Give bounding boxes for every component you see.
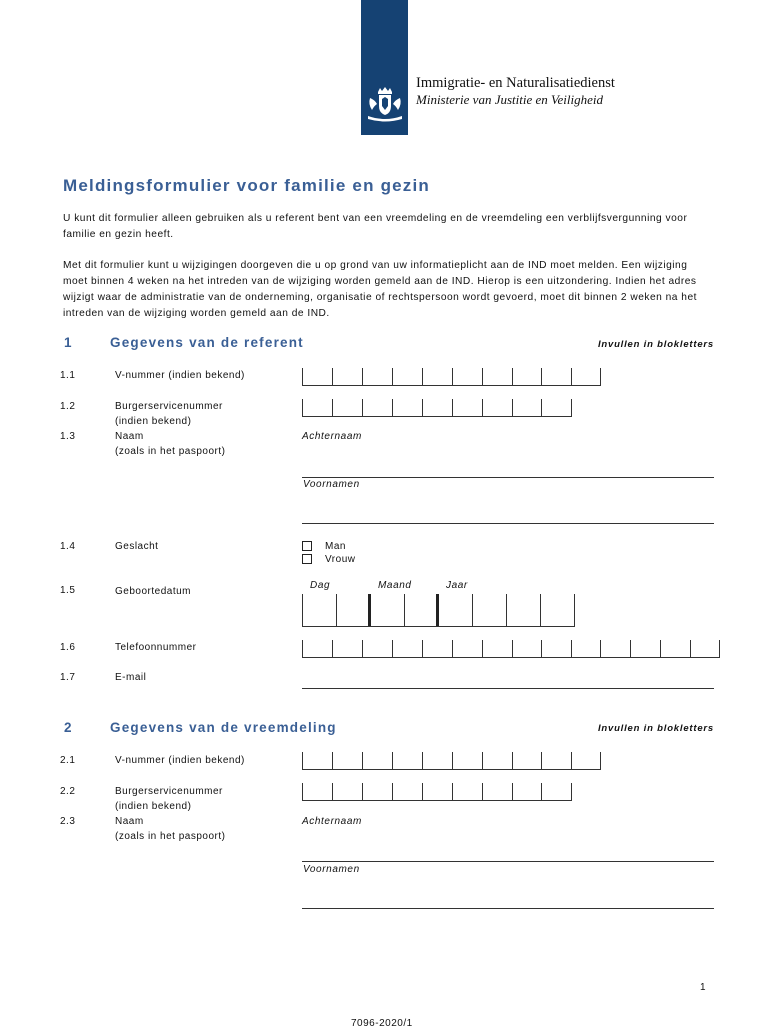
field-label: V-nummer (indien bekend) [115, 755, 245, 766]
vrouw-checkbox[interactable] [302, 554, 312, 564]
form-title: Meldingsformulier voor familie en gezin [63, 176, 431, 195]
vrouw-label: Vrouw [325, 554, 356, 565]
achternaam-input[interactable] [302, 477, 714, 478]
ministry-name: Ministerie van Justitie en Veiligheid [416, 92, 604, 107]
maand-label: Maand [378, 580, 412, 591]
field-label: E-mail [115, 672, 147, 683]
field-label: Burgerservicenummer (indien bekend) [115, 786, 223, 812]
coat-of-arms-icon [362, 86, 408, 124]
field-label: Telefoonnummer [115, 642, 197, 653]
intro-paragraph-1: U kunt dit formulier alleen gebruiken als u referent bent van een vreemdeling en de vreemdeling een verblijfsvergunning voor familie en gezin heeft. [63, 213, 688, 240]
voornamen-label: Voornamen [303, 479, 360, 490]
field-number: 1.5 [60, 585, 76, 596]
phone-input[interactable] [302, 640, 720, 658]
field-label: Burgerservicenummer (indien bekend) [115, 401, 223, 427]
v-number-input[interactable] [302, 368, 601, 386]
intro-paragraph-2: Met dit formulier kunt u wijzigingen doorgeven die u op grond van uw informatieplicht aan de IND moet melden. Een wijziging moet binnen 4 weken na het intreden van de wijziging worden gemeld aan de IND. Hierop is een uitzondering. Indien het adres wijzigt waar de administratie van de onderneming, organisatie of rechtspersoon wordt gevoerd, moet dit binnen 2 weken na het intreden van de wijziging worden gemeld aan de IND. [63, 260, 697, 319]
org-name: Immigratie- en Naturalisatiedienst [416, 75, 615, 91]
field-number: 1.4 [60, 541, 76, 552]
man-label: Man [325, 541, 346, 552]
field-number: 2.2 [60, 786, 76, 797]
jaar-label: Jaar [446, 580, 468, 591]
achternaam-input[interactable] [302, 861, 714, 862]
field-number: 1.2 [60, 401, 76, 412]
voornamen-label: Voornamen [303, 864, 360, 875]
section-2-title: Gegevens van de vreemdeling [110, 720, 337, 735]
field-number: 2.3 [60, 816, 76, 827]
field-label: Naam (zoals in het paspoort) [115, 816, 226, 842]
voornamen-input[interactable] [302, 908, 714, 909]
field-label: V-nummer (indien bekend) [115, 370, 245, 381]
section-1-number: 1 [64, 335, 72, 350]
field-number: 2.1 [60, 755, 76, 766]
voornamen-input[interactable] [302, 523, 714, 524]
field-number: 1.1 [60, 370, 76, 381]
field-label: Geslacht [115, 541, 159, 552]
field-number: 1.7 [60, 672, 76, 683]
achternaam-label: Achternaam [302, 816, 362, 827]
section-2-hint: Invullen in blokletters [597, 723, 714, 734]
form-code: 7096-2020/1 [351, 1018, 413, 1029]
bsn-input[interactable] [302, 783, 572, 801]
section-1-hint: Invullen in blokletters [597, 339, 714, 350]
email-input[interactable] [302, 688, 714, 689]
field-number: 1.3 [60, 431, 76, 442]
bsn-input[interactable] [302, 399, 572, 417]
birthdate-input[interactable] [302, 594, 575, 627]
page-number: 1 [700, 982, 706, 993]
field-number: 1.6 [60, 642, 76, 653]
field-label: Geboortedatum [115, 586, 191, 597]
man-checkbox[interactable] [302, 541, 312, 551]
section-2-number: 2 [64, 720, 72, 735]
field-label: Naam (zoals in het paspoort) [115, 431, 226, 457]
dag-label: Dag [310, 580, 331, 591]
section-1-title: Gegevens van de referent [110, 335, 304, 350]
v-number-input[interactable] [302, 752, 601, 770]
achternaam-label: Achternaam [302, 431, 362, 442]
